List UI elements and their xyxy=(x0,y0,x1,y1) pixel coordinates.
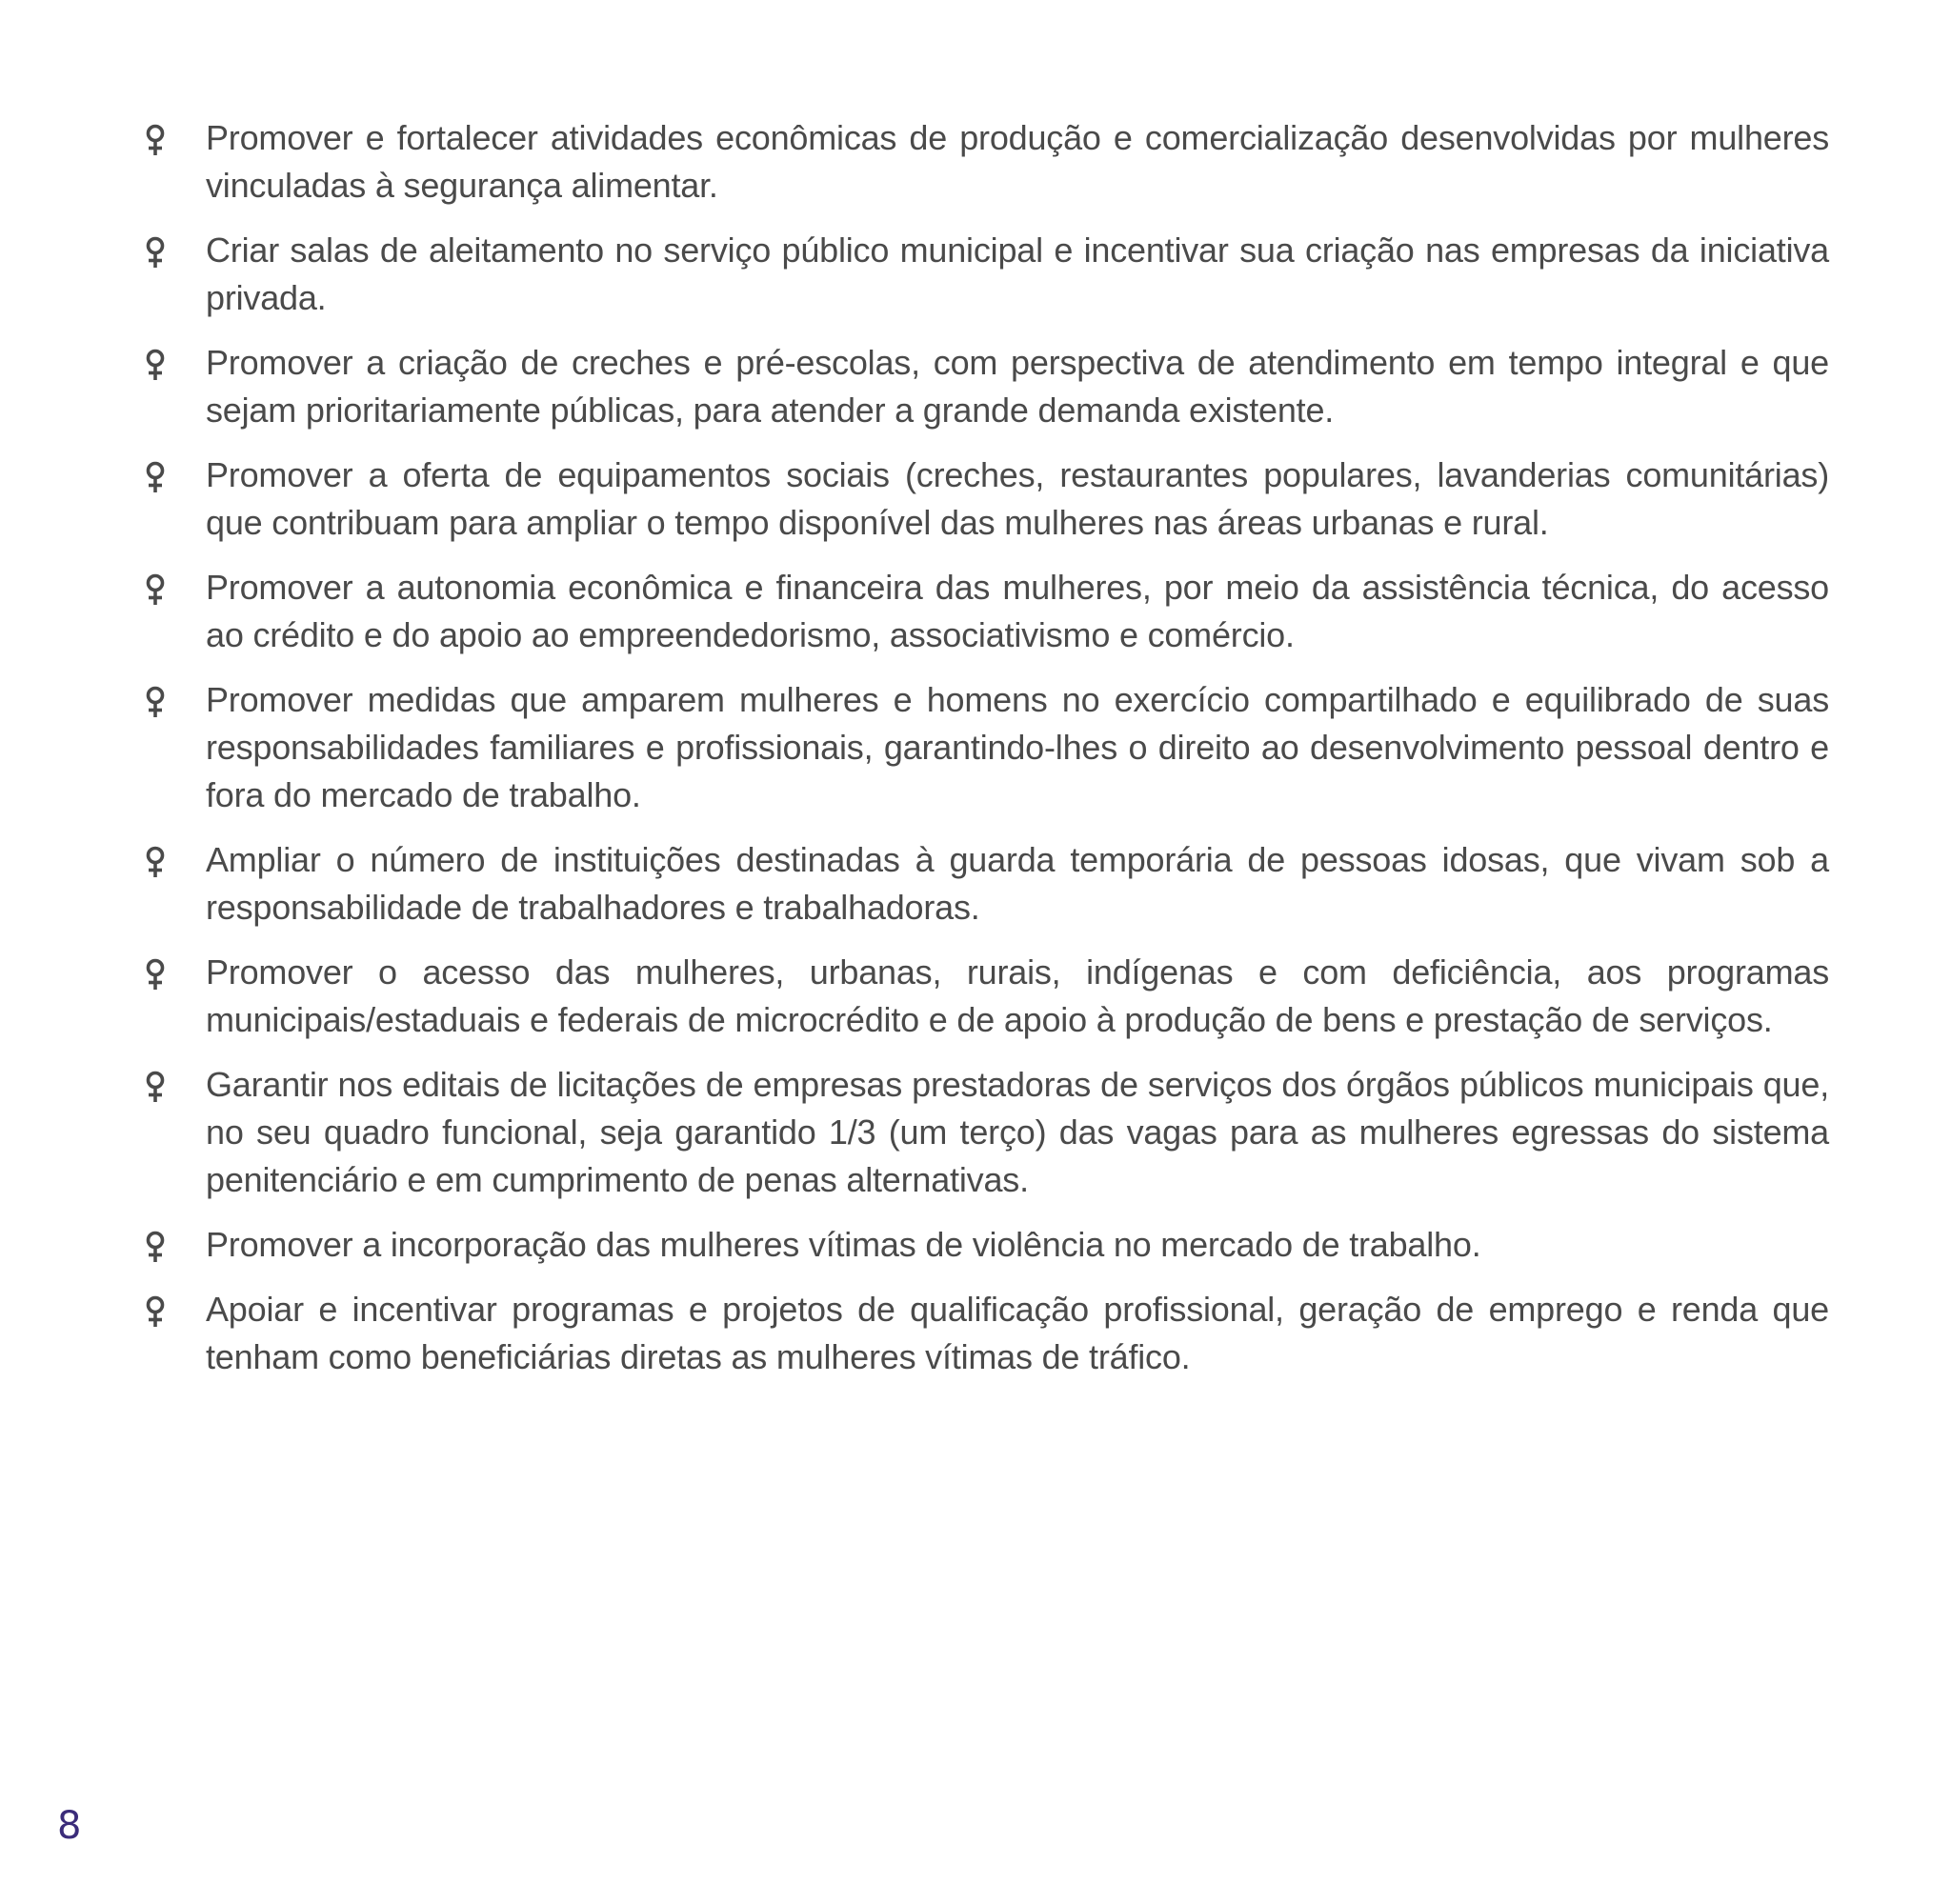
list-item-text: Promover a criação de creches e pré-escolas, com perspectiva de atendimento em tempo integral e que sejam prioritariamente públicas, para atender a grande demanda existente. xyxy=(206,343,1829,430)
female-symbol-icon xyxy=(143,573,168,608)
female-symbol-icon xyxy=(143,124,168,158)
list-item xyxy=(143,676,1829,819)
list-item-text: Ampliar o número de instituições destinadas à guarda temporária de pessoas idosas, que vivam sob a responsabilidade de trabalhadores e trabalhadoras. xyxy=(206,840,1829,927)
list-item xyxy=(143,836,1829,932)
female-symbol-icon xyxy=(143,349,168,383)
list-item-text: Promover o acesso das mulheres, urbanas, rurais, indígenas e com deficiência, aos programas municipais/estaduais e federais de microcrédito e de apoio à produção de bens e prestação de serviços. xyxy=(206,952,1829,1039)
list-item xyxy=(143,564,1829,659)
list-item xyxy=(143,1286,1829,1381)
list-item-text: Promover a oferta de equipamentos sociais (creches, restaurantes populares, lavanderias comunitárias) que contribuam para ampliar o tempo disponível das mulheres nas áreas urbanas e rural. xyxy=(206,455,1829,542)
list-item xyxy=(143,227,1829,322)
female-symbol-icon xyxy=(143,236,168,271)
list-item-text: Promover e fortalecer atividades econômicas de produção e comercialização desenvolvidas por mulheres vinculadas à segurança alimentar. xyxy=(206,118,1829,205)
list-item xyxy=(143,949,1829,1044)
list-item-text: Promover a autonomia econômica e financeira das mulheres, por meio da assistência técnica, do acesso ao crédito e do apoio ao empreendedorismo, associativismo e comércio. xyxy=(206,568,1829,654)
list-item-text: Promover medidas que amparem mulheres e homens no exercício compartilhado e equilibrado de suas responsabilidades familiares e profissionais, garantindo-lhes o direito ao desenvolvimento pessoal dentro e fora do mercado de trabalho. xyxy=(206,680,1829,814)
female-symbol-icon xyxy=(143,958,168,992)
list-item-text: Promover a incorporação das mulheres vítimas de violência no mercado de trabalho. xyxy=(206,1225,1481,1264)
female-symbol-icon xyxy=(143,1231,168,1265)
list-item xyxy=(143,1221,1829,1269)
list-item xyxy=(143,451,1829,547)
female-symbol-icon xyxy=(143,1071,168,1105)
female-symbol-icon xyxy=(143,686,168,720)
list-item-text: Criar salas de aleitamento no serviço público municipal e incentivar sua criação nas empresas da iniciativa privada. xyxy=(206,230,1829,317)
female-symbol-icon xyxy=(143,846,168,880)
list-item xyxy=(143,339,1829,434)
list-item xyxy=(143,1061,1829,1204)
bullet-list xyxy=(143,114,1829,1398)
list-item-text: Apoiar e incentivar programas e projetos de qualificação profissional, geração de emprego e renda que tenham como beneficiárias diretas as mulheres vítimas de tráfico. xyxy=(206,1290,1829,1376)
list-item-text: Garantir nos editais de licitações de empresas prestadoras de serviços dos órgãos públicos municipais que, no seu quadro funcional, seja garantido 1/3 (um terço) das vagas para as mulheres egressas do sistema penitenciário e em cumprimento de penas alternativas. xyxy=(206,1065,1829,1199)
page-number: 8 xyxy=(57,1804,82,1848)
female-symbol-icon xyxy=(143,1295,168,1330)
list-item xyxy=(143,114,1829,210)
female-symbol-icon xyxy=(143,461,168,495)
